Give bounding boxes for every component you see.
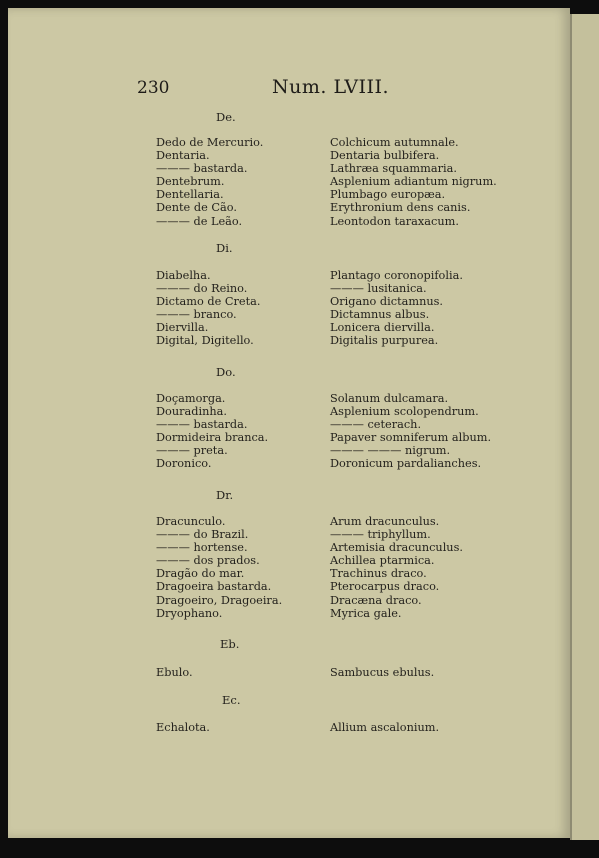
next-page-edge xyxy=(570,14,599,840)
latin-name: Lonicera diervilla. xyxy=(330,321,435,335)
section-heading: Di. xyxy=(216,241,233,255)
latin-name: ——— lusitanica. xyxy=(330,282,427,296)
latin-name: Arum dracunculus. xyxy=(330,515,440,528)
common-name: Diabelha. xyxy=(156,269,211,282)
common-name: Dentebrum. xyxy=(156,175,225,189)
common-names-column xyxy=(156,515,326,620)
section-heading: Do. xyxy=(216,365,236,379)
latin-name: Leontodon taraxacum. xyxy=(330,214,459,228)
common-name: ——— preta. xyxy=(156,444,228,458)
common-names-column xyxy=(156,392,326,471)
common-name: ——— branco. xyxy=(156,308,237,322)
latin-name: Origano dictamnus. xyxy=(330,295,444,309)
latin-name: Sambucus ebulus. xyxy=(330,666,435,679)
common-name: Doronico. xyxy=(156,457,212,471)
common-name: Dragoeiro, Dragoeira. xyxy=(156,593,283,607)
common-name: ——— bastarda. xyxy=(156,162,248,176)
common-name: Dentellaria. xyxy=(156,188,224,202)
latin-name: Lathræa squammaria. xyxy=(330,162,457,176)
common-name: ——— dos prados. xyxy=(156,554,260,568)
common-name: Dedo de Mercurio. xyxy=(156,136,264,149)
common-name: Ebulo. xyxy=(156,666,193,679)
section-heading: Dr. xyxy=(216,488,234,502)
common-name: Dentaria. xyxy=(156,149,210,163)
common-name: ——— do Reino. xyxy=(156,282,248,296)
running-head: Num. LVIII. xyxy=(272,76,390,98)
common-name: Douradinha. xyxy=(156,405,227,419)
section-heading: Ec. xyxy=(222,693,241,707)
latin-names-column xyxy=(330,269,560,348)
common-name: ——— do Brazil. xyxy=(156,528,249,542)
latin-name: Artemisia dracunculus. xyxy=(330,541,463,555)
common-names-column xyxy=(156,269,326,348)
common-name: Dragoeira bastarda. xyxy=(156,580,272,594)
common-name: ——— hortense. xyxy=(156,541,248,555)
common-names-column xyxy=(156,721,326,734)
common-name: ——— bastarda. xyxy=(156,418,248,432)
latin-names-column xyxy=(330,515,560,620)
latin-name: ——— ——— nigrum. xyxy=(330,444,451,458)
latin-name: Solanum dulcamara. xyxy=(330,392,449,405)
latin-name: Colchicum autumnale. xyxy=(330,136,459,149)
section-heading: Eb. xyxy=(220,637,240,651)
common-name: Dormideira branca. xyxy=(156,431,269,445)
common-name: Dictamo de Creta. xyxy=(156,295,261,309)
latin-name: Digitalis purpurea. xyxy=(330,334,439,348)
latin-name: Doronicum pardalianches. xyxy=(330,457,482,471)
latin-names-column xyxy=(330,392,560,471)
latin-name: Myrica gale. xyxy=(330,606,402,620)
latin-name: Plumbago europæa. xyxy=(330,188,446,202)
latin-names-column xyxy=(330,136,560,228)
latin-name: Dracæna draco. xyxy=(330,593,422,607)
common-name: Diervilla. xyxy=(156,321,209,335)
latin-name: Asplenium scolopendrum. xyxy=(330,405,479,419)
common-names-column xyxy=(156,666,326,679)
latin-name: Trachinus draco. xyxy=(330,567,427,581)
latin-name: Dentaria bulbifera. xyxy=(330,149,440,163)
latin-name: Pterocarpus draco. xyxy=(330,580,440,594)
section-heading: De. xyxy=(216,110,236,124)
common-name: Dente de Cão. xyxy=(156,201,237,215)
common-name: Digital, Digitello. xyxy=(156,334,254,348)
common-name: ——— de Leão. xyxy=(156,214,243,228)
latin-name: Plantago coronopifolia. xyxy=(330,269,463,282)
latin-name: Achillea ptarmica. xyxy=(330,554,435,568)
common-name: Dragão do mar. xyxy=(156,567,245,581)
latin-name: Erythronium dens canis. xyxy=(330,201,471,215)
latin-name: Dictamnus albus. xyxy=(330,308,430,322)
common-names-column xyxy=(156,136,326,228)
latin-name: Asplenium adiantum nigrum. xyxy=(330,175,497,189)
latin-name: ——— triphyllum. xyxy=(330,528,431,542)
common-name: Dracunculo. xyxy=(156,515,226,528)
latin-name: Allium ascalonium. xyxy=(330,721,440,734)
common-name: Echalota. xyxy=(156,721,210,734)
latin-name: Papaver somniferum album. xyxy=(330,431,492,445)
common-name: Dryophano. xyxy=(156,606,223,620)
latin-names-column xyxy=(330,666,560,679)
common-name: Doçamorga. xyxy=(156,392,226,405)
latin-names-column xyxy=(330,721,560,734)
page-number: 230 xyxy=(137,78,170,98)
latin-name: ——— ceterach. xyxy=(330,418,422,432)
